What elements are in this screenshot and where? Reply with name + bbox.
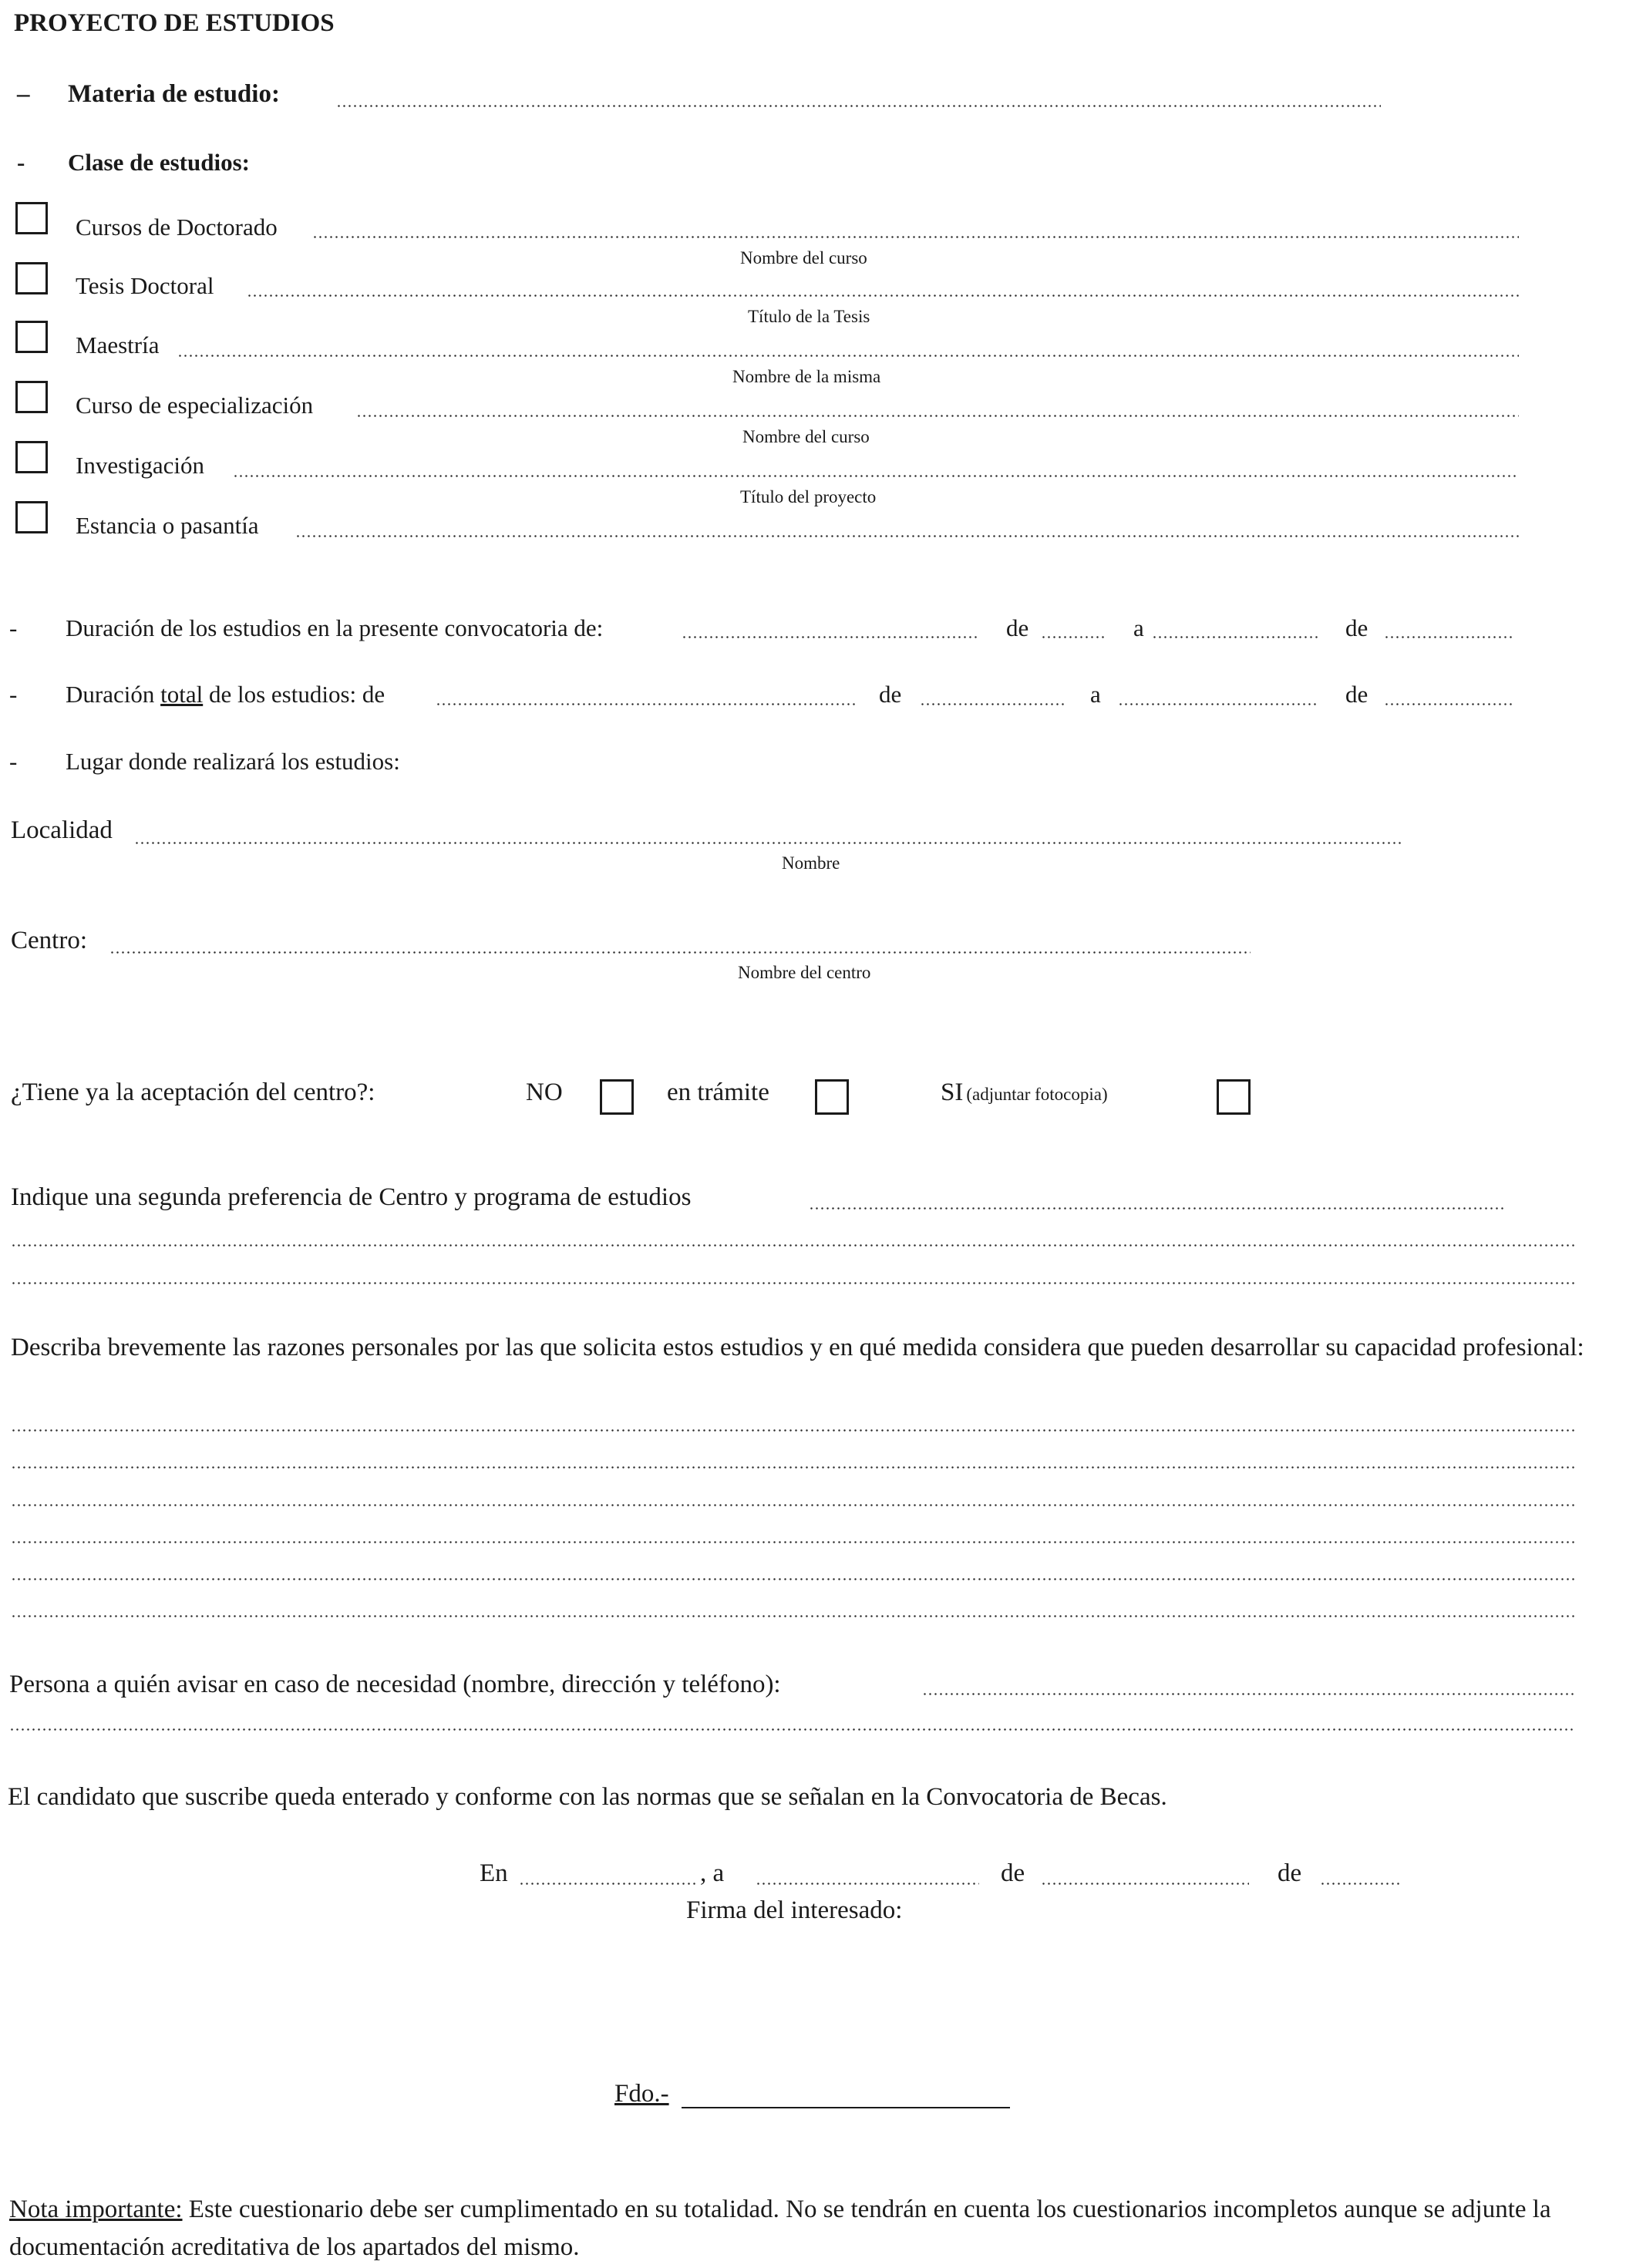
materia-dash: – [17,80,30,108]
persona-aviso-label: Persona a quién avisar en caso de necesidad (nombre, dirección y teléfono): [9,1671,781,1698]
maestria-checkbox[interactable] [15,321,48,353]
persona-aviso-line-2[interactable] [9,1728,1576,1731]
investigacion-checkbox[interactable] [15,441,48,473]
localidad-caption: Nombre [782,853,840,873]
razones-line-4[interactable] [11,1541,1576,1543]
materia-field[interactable] [336,105,1381,107]
segunda-preferencia-field[interactable] [809,1207,1506,1210]
fecha-en-label: En [480,1859,508,1887]
duracion-hyphen: - [9,614,18,641]
tesis-doctoral-caption: Título de la Tesis [748,307,870,326]
estancia-field[interactable] [295,535,1519,537]
duracion-convocatoria-de2: de [1345,614,1368,641]
segunda-preferencia-line-2[interactable] [11,1244,1576,1247]
curso-especializacion-caption: Nombre del curso [742,427,870,446]
cursos-doctorado-label: Cursos de Doctorado [76,214,278,241]
fecha-dia-field[interactable] [756,1883,979,1885]
centro-field[interactable] [109,951,1251,954]
nota-importante [9,2191,1621,2266]
duracion-total-to-field[interactable] [1118,703,1318,705]
duracion-convocatoria-month-field[interactable] [1041,636,1107,638]
duracion-total-month-field[interactable] [920,703,1065,705]
cursos-doctorado-caption: Nombre del curso [740,248,867,268]
clase-label: Clase de estudios: [68,149,250,176]
investigacion-label: Investigación [76,452,205,479]
aceptacion-tramite-checkbox[interactable] [815,1079,849,1115]
razones-line-2[interactable] [11,1466,1576,1469]
duracion-total-suffix: de los estudios: de [203,681,385,708]
maestria-label: Maestría [76,331,160,358]
materia-label: Materia de estudio: [68,80,280,108]
fecha-mes-field[interactable] [1041,1883,1249,1885]
fdo-label-text: Fdo.- [614,2080,669,2108]
aceptacion-no-label: NO [526,1078,563,1106]
duracion-convocatoria-to-field[interactable] [1152,636,1318,638]
aceptacion-si-checkbox[interactable] [1217,1079,1251,1115]
fecha-a-label: , a [700,1859,725,1887]
razones-line-1[interactable] [11,1429,1576,1432]
aceptacion-no-checkbox[interactable] [600,1079,634,1115]
estancia-label: Estancia o pasantía [76,512,259,539]
duracion-convocatoria-de1: de [1006,614,1029,641]
fecha-anio-field[interactable] [1320,1883,1401,1885]
curso-especializacion-field[interactable] [356,415,1519,417]
maestria-caption: Nombre de la misma [732,367,881,386]
investigacion-caption: Título del proyecto [740,487,877,506]
duracion-total-prefix: Duración [66,681,161,708]
firma-label: Firma del interesado: [686,1896,903,1924]
fdo-label [614,2080,669,2108]
fecha-de1-label: de [1001,1859,1025,1887]
duracion-total-a: a [1090,681,1101,708]
centro-label: Centro: [11,927,87,954]
localidad-label: Localidad [11,816,113,844]
estancia-checkbox[interactable] [15,501,48,533]
razones-label: Describa brevemente las razones personales por las que solicita estos estudios y en qué medida considera que pueden desarrollar su capacidad profesional: [11,1334,1584,1361]
duracion-total-de1: de [879,681,902,708]
fecha-de2-label: de [1278,1859,1302,1887]
conformidad-text: El candidato que suscribe queda enterado y conforme con las normas que se señalan en la Convocatoria de Becas. [8,1783,1167,1811]
razones-line-5[interactable] [11,1578,1576,1580]
curso-especializacion-checkbox[interactable] [15,381,48,413]
cursos-doctorado-checkbox[interactable] [15,202,48,234]
aceptacion-si-note: (adjuntar fotocopia) [966,1085,1108,1104]
duracion-total-year-field[interactable] [1384,703,1515,705]
duracion-total-de2: de [1345,681,1368,708]
aceptacion-question: ¿Tiene ya la aceptación del centro?: [11,1078,375,1106]
tesis-doctoral-checkbox[interactable] [15,262,48,294]
duracion-convocatoria-label: Duración de los estudios en la presente convocatoria de: [66,614,604,641]
razones-line-6[interactable] [11,1615,1576,1617]
tesis-doctoral-label: Tesis Doctoral [76,272,214,299]
nota-text: Este cuestionario debe ser cumplimentado en su totalidad. No se tendrán en cuenta los cuestionarios incompletos aunque se adjunte la documentación acreditativa de los apartados del mismo. [9,2196,1551,2261]
razones-line-3[interactable] [11,1504,1576,1506]
aceptacion-si-group [941,1078,1108,1107]
clase-hyphen: - [17,149,25,176]
duracion-total-underlined: total [160,681,204,708]
signature-line[interactable] [682,2107,1010,2108]
duracion-total-label [66,681,385,708]
maestria-field[interactable] [177,355,1519,357]
tesis-doctoral-field[interactable] [247,294,1519,297]
duracion-total-hyphen: - [9,681,18,708]
centro-caption: Nombre del centro [738,963,871,982]
persona-aviso-field[interactable] [922,1693,1576,1695]
investigacion-field[interactable] [233,475,1519,477]
duracion-convocatoria-a: a [1133,614,1144,641]
fecha-lugar-field[interactable] [519,1883,696,1885]
nota-label: Nota importante: [9,2196,183,2223]
cursos-doctorado-field[interactable] [312,236,1519,238]
lugar-hyphen: - [9,748,18,775]
segunda-preferencia-label: Indique una segunda preferencia de Centro y programa de estudios [11,1183,692,1211]
localidad-field[interactable] [134,842,1402,844]
curso-especializacion-label: Curso de especialización [76,392,314,419]
aceptacion-tramite-label: en trámite [667,1078,769,1106]
segunda-preferencia-line-3[interactable] [11,1282,1576,1284]
duracion-convocatoria-year-field[interactable] [1384,636,1515,638]
duracion-convocatoria-from-field[interactable] [682,636,979,638]
lugar-label: Lugar donde realizará los estudios: [66,748,400,775]
aceptacion-si-label: SI [941,1078,964,1106]
page-title: PROYECTO DE ESTUDIOS [14,9,335,37]
duracion-total-from-field[interactable] [436,703,856,705]
